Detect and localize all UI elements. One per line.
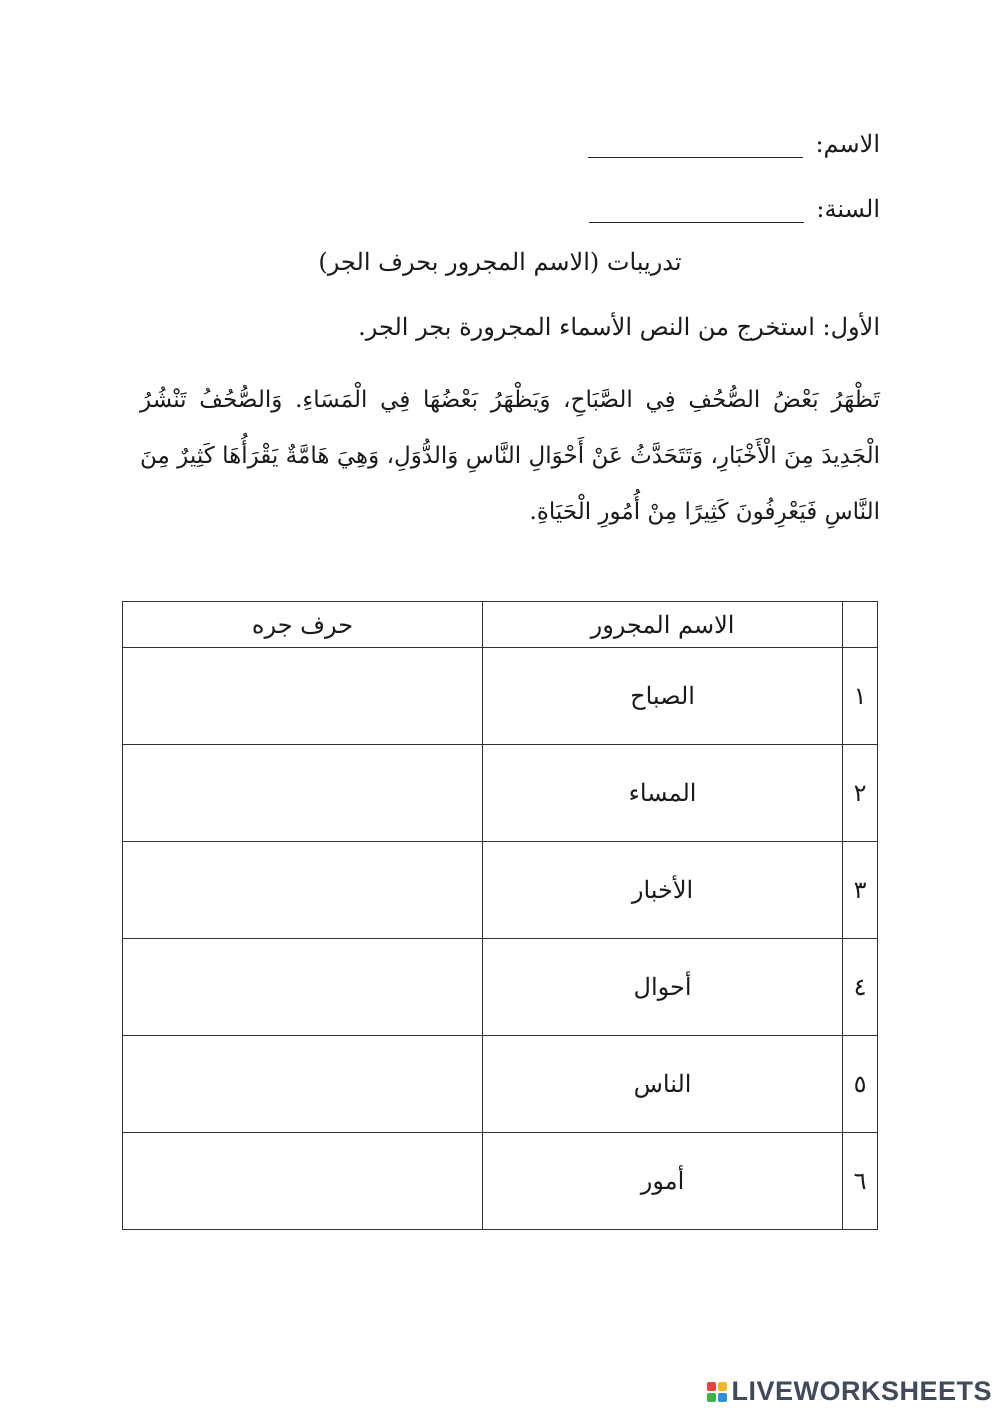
row-number: ٤ (843, 939, 878, 1036)
reading-passage: تَظْهَرُ بَعْضُ الصُّحُفِ فِي الصَّبَاحِ، وَيَظْهَرُ بَعْضُهَا فِي الْمَسَاءِ. وَالصُّحُفُ تَنْشُرُ الْجَدِيدَ مِنَ الْأَخْبَارِ، وَتَتَحَدَّثُ عَنْ أَحْوَالِ النَّاسِ وَالدُّوَلِ، وَهِيَ هَامَّةٌ يَقْرَأُهَا كَثِيرٌ مِنَ النَّاسِ فَيَعْرِفُونَ كَثِيرًا مِنْ أُمُورِ الْحَيَاةِ. (140, 387, 880, 525)
preposition-answer-cell[interactable] (123, 648, 483, 745)
table-row (123, 939, 878, 1036)
row-number: ٢ (843, 745, 878, 842)
preposition-answer-cell[interactable] (123, 745, 483, 842)
noun-cell: أحوال (483, 939, 843, 1036)
table-row (123, 745, 878, 842)
logo-square (707, 1393, 716, 1402)
name-label: الاسم: (815, 130, 880, 158)
logo-square (718, 1393, 727, 1402)
exercise-instruction: الأول: استخرج من النص الأسماء المجرورة بجر الجر. (358, 313, 880, 341)
liveworksheets-logo-icon (707, 1382, 727, 1402)
noun-cell: أمور (483, 1133, 843, 1230)
answer-table (122, 601, 878, 1230)
header-noun: الاسم المجرور (483, 602, 843, 648)
noun-cell: الصباح (483, 648, 843, 745)
year-input-line[interactable] (589, 194, 804, 223)
preposition-answer-cell[interactable] (123, 842, 483, 939)
noun-cell: الناس (483, 1036, 843, 1133)
logo-square (718, 1382, 727, 1391)
logo-square (707, 1382, 716, 1391)
liveworksheets-footer (707, 1376, 992, 1407)
table-row (123, 1036, 878, 1133)
row-number: ٥ (843, 1036, 878, 1133)
table-row (123, 842, 878, 939)
table-row (123, 648, 878, 745)
liveworksheets-brand: LIVEWORKSHEETS (731, 1376, 992, 1406)
row-number: ٣ (843, 842, 878, 939)
worksheet-title: تدريبات (الاسم المجرور بحرف الجر) (318, 248, 682, 276)
name-input-line[interactable] (588, 129, 803, 158)
header-preposition: حرف جره (123, 602, 483, 648)
preposition-answer-cell[interactable] (123, 1133, 483, 1230)
year-label: السنة: (816, 195, 880, 223)
row-number: ٦ (843, 1133, 878, 1230)
header-number-cell (843, 602, 878, 648)
table-header-row (123, 602, 878, 648)
noun-cell: الأخبار (483, 842, 843, 939)
preposition-answer-cell[interactable] (123, 1036, 483, 1133)
row-number: ١ (843, 648, 878, 745)
preposition-answer-cell[interactable] (123, 939, 483, 1036)
table-row (123, 1133, 878, 1230)
year-field-row (480, 183, 880, 223)
name-field-row (480, 118, 880, 158)
noun-cell: المساء (483, 745, 843, 842)
